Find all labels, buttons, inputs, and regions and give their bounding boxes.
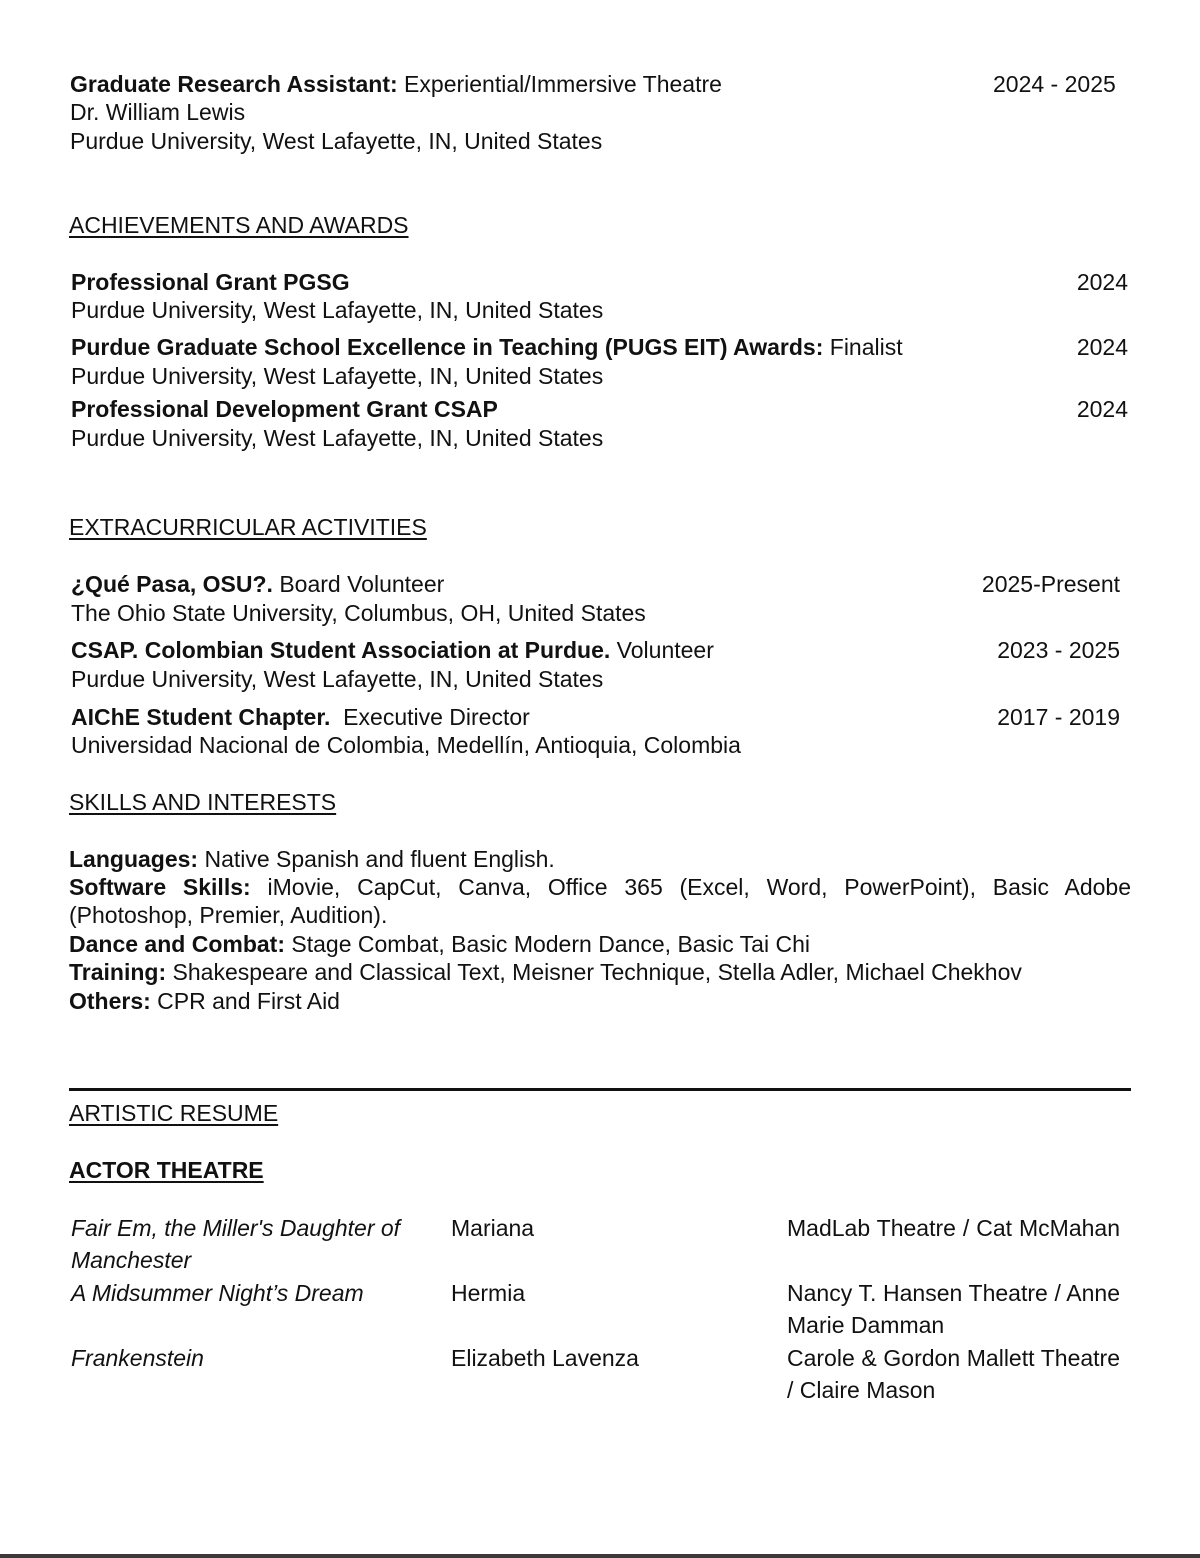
languages-value: Native Spanish and fluent English.: [198, 846, 555, 872]
play-venue-text: Carole & Gordon Mallett Theatre / Claire Mason: [787, 1345, 1120, 1403]
play-venue-text: MadLab Theatre / Cat McMahan: [787, 1215, 1120, 1241]
others-label: Others:: [69, 988, 151, 1014]
activity-title: CSAP. Colombian Student Association at Purdue.: [71, 637, 611, 663]
award-title: Professional Development Grant CSAP: [71, 396, 498, 422]
skills-software: [69, 873, 1131, 902]
play-venue: [787, 1212, 1120, 1244]
play-role: Hermia: [451, 1280, 526, 1306]
activity-title-line: [71, 703, 530, 732]
activity-location: The Ohio State University, Columbus, OH, United States: [71, 600, 646, 626]
research-title-line: [70, 70, 722, 99]
award-title-line: [71, 333, 903, 362]
award-title-line: [71, 395, 498, 424]
play-role: Elizabeth Lavenza: [451, 1345, 639, 1371]
play-role: Mariana: [451, 1215, 535, 1241]
languages-label: Languages:: [69, 846, 199, 872]
play-title: A Midsummer Night’s Dream: [71, 1280, 364, 1306]
award-location: Purdue University, West Lafayette, IN, United States: [71, 363, 604, 389]
activity-title: ¿Qué Pasa, OSU?.: [71, 571, 273, 597]
activity-dates: 2017 - 2019: [997, 704, 1120, 730]
section-divider: [69, 1088, 1131, 1091]
award-suffix: Finalist: [823, 334, 903, 360]
actor-theatre-heading: ACTOR THEATRE: [69, 1157, 264, 1183]
activity-location: Purdue University, West Lafayette, IN, United States: [71, 666, 604, 692]
skills-heading: SKILLS AND INTERESTS: [69, 789, 337, 815]
award-year: 2024: [1076, 334, 1128, 360]
others-value: CPR and First Aid: [150, 988, 340, 1014]
activity-dates: 2023 - 2025: [997, 637, 1120, 663]
skills-others: [69, 987, 340, 1016]
artistic-heading: ARTISTIC RESUME: [69, 1100, 279, 1126]
activity-role: Board Volunteer: [272, 571, 445, 597]
award-title: Purdue Graduate School Excellence in Teaching (PUGS EIT) Awards:: [71, 334, 824, 360]
activity-title-line: [71, 570, 444, 599]
software-label: Software Skills:: [69, 874, 251, 900]
award-location: Purdue University, West Lafayette, IN, United States: [71, 425, 604, 451]
play-title: Frankenstein: [71, 1345, 204, 1371]
activity-location: Universidad Nacional de Colombia, Medellín, Antioquia, Colombia: [71, 732, 741, 758]
play-title: Fair Em, the Miller's Daughter of Manchester: [71, 1215, 401, 1273]
research-advisor: Dr. William Lewis: [70, 99, 246, 125]
research-location: Purdue University, West Lafayette, IN, United States: [70, 128, 603, 154]
page-bottom-edge: [0, 1554, 1200, 1558]
software-value-continued: (Photoshop, Premier, Audition).: [69, 902, 388, 928]
play-venue-text: Nancy T. Hansen Theatre / Anne Marie Damman: [787, 1280, 1120, 1338]
training-label: Training:: [69, 959, 167, 985]
dance-value: Stage Combat, Basic Modern Dance, Basic Tai Chi: [284, 931, 810, 957]
training-value: Shakespeare and Classical Text, Meisner Technique, Stella Adler, Michael Chekhov: [166, 959, 1022, 985]
play-venue: [787, 1277, 1120, 1341]
skills-dance: [69, 930, 810, 959]
research-title: Graduate Research Assistant:: [70, 71, 398, 97]
awards-heading: ACHIEVEMENTS AND AWARDS: [69, 212, 409, 238]
award-year: 2024: [1076, 396, 1128, 422]
award-location: Purdue University, West Lafayette, IN, United States: [71, 297, 604, 323]
skills-training: [69, 958, 1022, 987]
award-title: Professional Grant PGSG: [71, 269, 350, 295]
dance-label: Dance and Combat:: [69, 931, 285, 957]
activity-title: AIChE Student Chapter.: [71, 704, 331, 730]
software-value: iMovie, CapCut, Canva, Office 365 (Excel, Word, PowerPoint), Basic Adobe: [267, 874, 1132, 900]
activity-dates: 2025-Present: [981, 571, 1120, 597]
skills-languages: [69, 845, 555, 874]
activity-title-line: [71, 636, 714, 665]
play-venue: [787, 1342, 1120, 1406]
award-title-line: [71, 268, 350, 297]
research-topic: Experiential/Immersive Theatre: [397, 71, 722, 97]
research-dates: 2024 - 2025: [993, 71, 1116, 97]
activity-role: Executive Director: [330, 704, 530, 730]
award-year: 2024: [1076, 269, 1128, 295]
activities-heading: EXTRACURRICULAR ACTIVITIES: [69, 514, 427, 540]
activity-role: Volunteer: [610, 637, 714, 663]
